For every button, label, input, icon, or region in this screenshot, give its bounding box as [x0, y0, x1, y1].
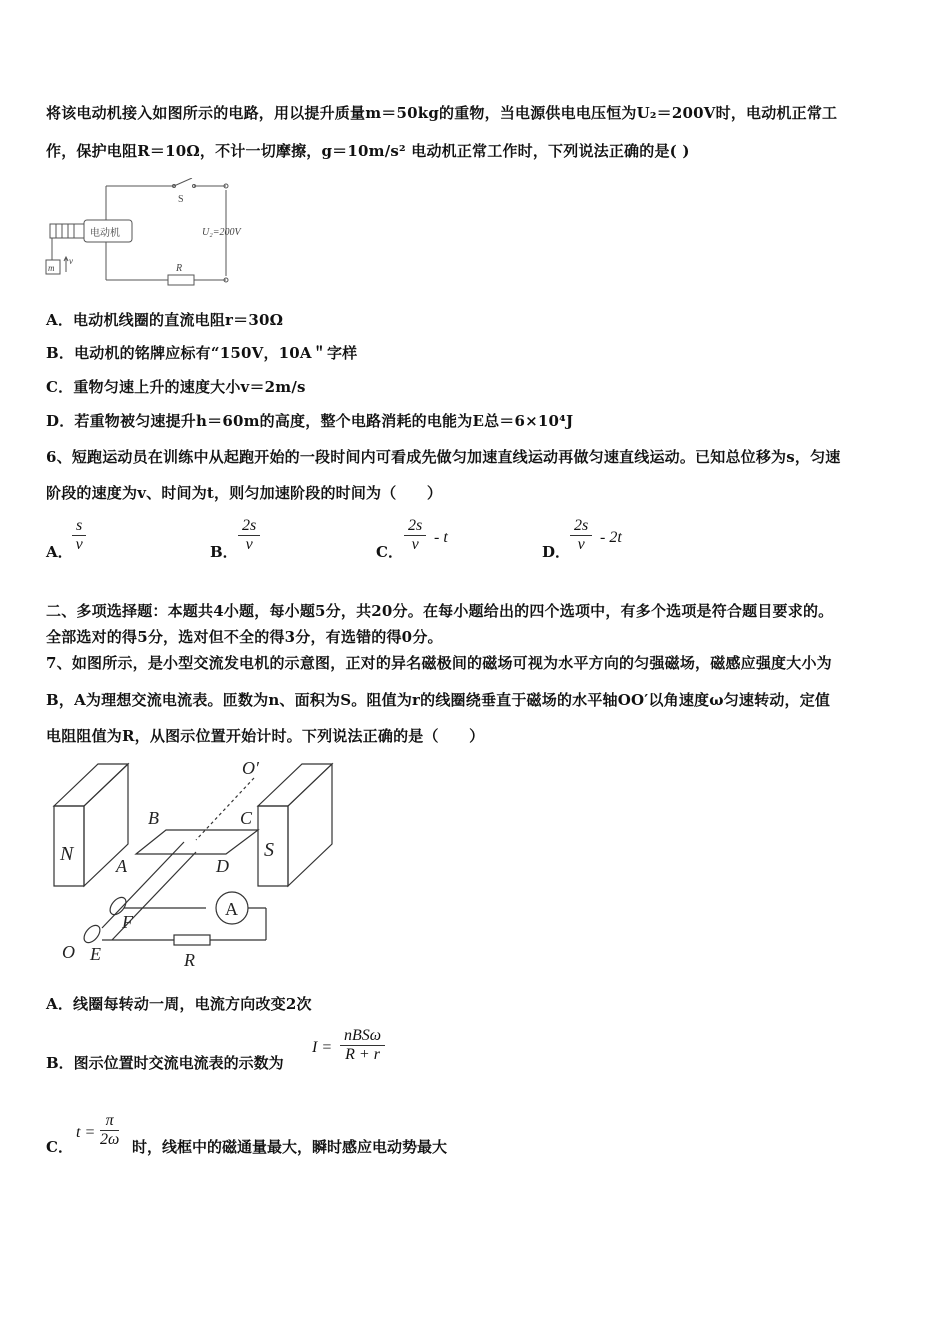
label-R: R — [184, 950, 195, 970]
q7-option-c-text: 时，线框中的磁通量最大，瞬时感应电动势最大 — [132, 1138, 448, 1156]
q6-option-d-fraction — [570, 517, 592, 554]
q7-generator-diagram — [46, 758, 346, 974]
q7-option-c-num: π — [100, 1112, 119, 1131]
q6-option-d-tail: - 2t — [600, 529, 622, 546]
q6-option-c-num: 2s — [404, 517, 426, 536]
q6-option-a-label: A． — [46, 543, 73, 561]
label-N: N — [60, 843, 74, 865]
q6-option-d-label: D． — [542, 543, 571, 561]
label-B: B — [148, 808, 159, 828]
q6-stem-line1: 6、短跑运动员在训练中从起跑开始的一段时间内可看成先做匀加速直线运动再做匀速直线运动。已知总位移为s，匀速 — [46, 448, 841, 466]
motor-label: 电动机 — [90, 228, 120, 239]
label-A: A — [116, 856, 127, 876]
q6-option-b-den: v — [245, 536, 253, 553]
q7-stem-line2: B，A为理想交流电流表。匝数为n、面积为S。阻值为r的线圈绕垂直于磁场的水平轴OO′以角速度ω匀速转动，定值 — [46, 691, 831, 709]
label-O-prime: O′ — [242, 758, 259, 778]
q6-option-d-num: 2s — [570, 517, 592, 536]
q7-option-c-fraction — [100, 1112, 119, 1149]
mass-label: m — [48, 263, 55, 273]
q7-option-c-label: C． — [46, 1138, 73, 1156]
label-E: E — [90, 944, 101, 964]
resistor-label: R — [176, 263, 183, 274]
q5-option-c: C．重物匀速上升的速度大小v＝2m/s — [46, 378, 306, 396]
label-D: D — [216, 856, 229, 876]
q6-stem-line2: 阶段的速度为v、时间为t，则匀加速阶段的时间为（ ） — [46, 484, 443, 502]
q5-stem-line1: 将该电动机接入如图所示的电路，用以提升质量m＝50kg的重物，当电源供电电压恒为U₂＝200V时，电动机正常工 — [46, 104, 838, 122]
q6-option-a-fraction — [72, 517, 86, 554]
q6-option-c-tail: - t — [434, 529, 448, 546]
q7-option-c-den: 2ω — [100, 1131, 120, 1148]
q7-option-c-lhs: t = — [76, 1124, 96, 1141]
label-S: S — [264, 839, 274, 861]
q7-option-b-fraction — [340, 1027, 385, 1064]
q6-option-d-den: v — [577, 536, 585, 553]
label-C: C — [240, 808, 253, 828]
q6-option-a-num: s — [72, 517, 86, 536]
q6-option-c-den: v — [411, 536, 419, 553]
q6-option-c-label: C． — [376, 543, 403, 561]
velocity-label: v — [69, 256, 73, 266]
ammeter-label: A — [225, 899, 238, 919]
section2-line2: 全部选对的得5分，选对但不全的得3分，有选错的得0分。 — [46, 628, 443, 646]
q5-stem-line2: 作，保护电阻R＝10Ω，不计一切摩擦，g＝10m/s² 电动机正常工作时，下列说法正确的是( ) — [46, 142, 690, 160]
voltage-label: U₂=200V — [202, 227, 241, 238]
q6-option-b-fraction — [238, 517, 260, 554]
q7-option-a: A．线圈每转动一周，电流方向改变2次 — [46, 995, 312, 1013]
resistor-r — [174, 935, 210, 945]
q6-option-b-label: B． — [210, 543, 238, 561]
q6-option-b-num: 2s — [238, 517, 260, 536]
q7-stem-line1: 7、如图所示，是小型交流发电机的示意图，正对的异名磁极间的磁场可视为水平方向的匀强磁场，磁感应强度大小为 — [46, 654, 832, 672]
q6-option-c-fraction — [404, 517, 426, 554]
q6-option-a-den: v — [75, 536, 83, 553]
q7-option-b-label: B．图示位置时交流电流表的示数为 — [46, 1054, 284, 1072]
q5-circuit-diagram — [44, 178, 264, 288]
label-F: F — [122, 912, 133, 932]
q5-option-d: D．若重物被匀速提升h＝60m的高度，整个电路消耗的电能为E总＝6×10⁴J — [46, 412, 574, 430]
section2-line1: 二、多项选择题：本题共4小题，每小题5分，共20分。在每小题给出的四个选项中，有多个选项是符合题目要求的。 — [46, 602, 834, 620]
label-O: O — [62, 942, 75, 962]
q5-option-b: B．电动机的铭牌应标有“150V，10A＂字样 — [46, 344, 358, 362]
q7-option-b-lhs: I = — [312, 1039, 333, 1056]
q7-option-b-num: nBSω — [340, 1027, 385, 1046]
q5-option-a: A．电动机线圈的直流电阻r＝30Ω — [46, 311, 284, 329]
q7-stem-line3: 电阻阻值为R，从图示位置开始计时。下列说法正确的是（ ） — [46, 727, 485, 745]
resistor — [168, 275, 194, 285]
switch-label: S — [178, 194, 184, 205]
q7-option-b-den: R + r — [345, 1046, 380, 1063]
